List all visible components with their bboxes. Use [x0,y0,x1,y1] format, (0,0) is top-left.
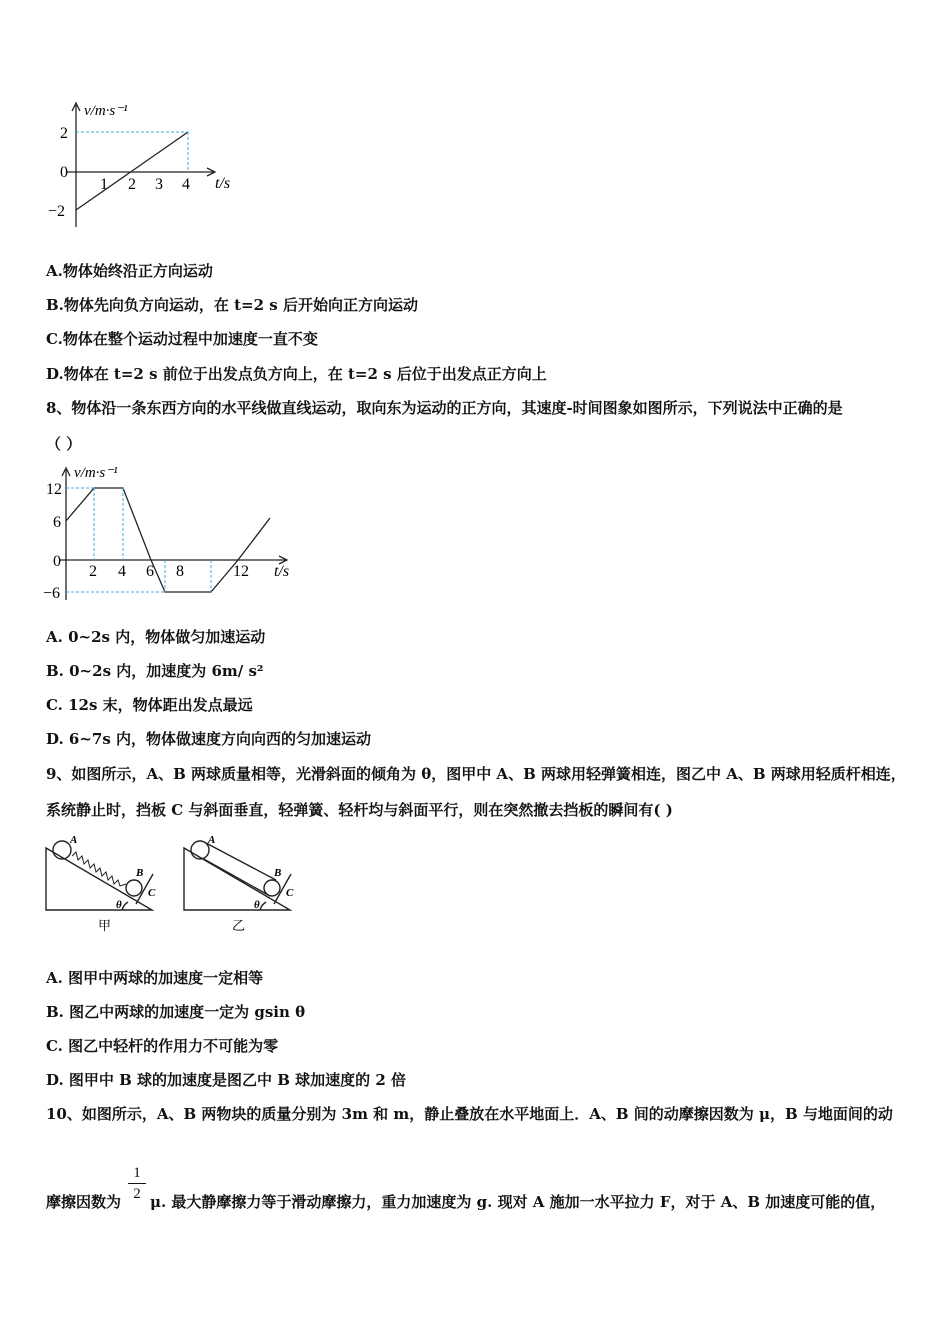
spring-icon [72,852,126,886]
fraction-numerator: 1 [133,1165,141,1181]
x-tick: 2 [89,563,97,580]
x-tick: 4 [182,176,190,193]
svg-text:A: A [208,834,216,846]
q9-option-b: B. 图乙中两球的加速度一定为 gsin θ [46,1003,306,1021]
y-axis-label: v/m·s⁻¹ [74,465,118,481]
x-axis-label: t/s [274,563,290,580]
q10-line2-pre: 摩擦因数为 [46,1193,122,1211]
q9-option-c: C. 图乙中轻杆的作用力不可能为零 [46,1037,279,1055]
incline-diagrams [40,830,310,940]
q10-line1: 10、如图所示，A、B 两物块的质量分别为 3m 和 m，静止叠放在水平地面上．A、B 间的动摩擦因数为 μ，B 与地面间的动 [46,1105,893,1123]
q8-option-a: A. 0~2s 内，物体做匀加速运动 [46,628,266,646]
x-tick: 1 [100,176,108,193]
x-tick: 12 [233,563,249,580]
svg-text:A: A [70,834,78,846]
q7-option-c: C.物体在整个运动过程中加速度一直不变 [46,330,318,348]
y-tick: 12 [46,481,62,498]
svg-text:B: B [274,867,282,879]
fraction-one-half [128,1164,146,1203]
y-tick: 2 [60,125,68,142]
x-tick: 6 [146,563,154,580]
q9-stem-line2: 系统静止时，挡板 C 与斜面垂直，轻弹簧、轻杆均与斜面平行，则在突然撤去挡板的瞬间有( ) [46,801,673,819]
velocity-line [76,132,188,210]
y-axis-label: v/m·s⁻¹ [84,103,128,119]
q9-stem-line1: 9、如图所示，A、B 两球质量相等，光滑斜面的倾角为 θ，图甲中 A、B 两球用轻弹簧相连，图乙中 A、B 两球用轻质杆相连， [46,765,906,783]
y-tick: 0 [53,553,61,570]
y-tick: −6 [43,585,61,602]
q8-option-b: B. 0~2s 内，加速度为 6m/ s² [46,662,264,680]
y-tick: 6 [53,514,61,531]
q8-option-d: D. 6~7s 内，物体做速度方向向西的匀加速运动 [46,730,372,748]
q9-option-a: A. 图甲中两球的加速度一定相等 [46,969,264,987]
x-tick: 4 [118,563,126,580]
q8-stem: 8、物体沿一条东西方向的水平线做直线运动，取向东为运动的正方向，其速度-时间图象如图所示，下列说法中正确的是 [46,399,843,417]
q7-option-a: A.物体始终沿正方向运动 [46,262,213,280]
rod [206,843,276,880]
velocity-time-graph-2 [40,460,300,610]
x-tick: 8 [176,563,184,580]
x-axis-label: t/s [215,175,231,192]
svg-text:θ: θ [116,899,122,911]
q8-option-c: C. 12s 末，物体距出发点最远 [46,696,253,714]
incline-left [46,848,152,910]
svg-text:C: C [148,887,156,899]
caption-jia: 甲 [98,918,112,933]
q10-line2-post: μ. 最大静摩擦力等于滑动摩擦力，重力加速度为 g. 现对 A 施加一水平拉力 F，对于 A、B 加速度可能的值， [150,1193,886,1211]
q8-answer-paren: （ ） [46,435,82,453]
y-tick: 0 [60,164,68,181]
x-tick: 3 [155,176,163,193]
fraction-denominator: 2 [133,1186,141,1202]
q9-option-d: D. 图甲中 B 球的加速度是图乙中 B 球加速度的 2 倍 [46,1071,407,1089]
caption-yi: 乙 [232,918,246,933]
ball-b-left [126,880,142,896]
q7-option-b: B.物体先向负方向运动，在 t=2 s 后开始向正方向运动 [46,296,418,314]
ball-a-left [53,841,71,859]
svg-text:B: B [136,867,144,879]
velocity-time-graph-1 [44,95,254,235]
x-tick: 2 [128,176,136,193]
q7-option-d: D.物体在 t=2 s 前位于出发点负方向上，在 t=2 s 后位于出发点正方向上 [46,365,547,383]
y-tick: −2 [48,203,66,220]
svg-text:C: C [286,887,294,899]
svg-text:θ: θ [254,899,260,911]
